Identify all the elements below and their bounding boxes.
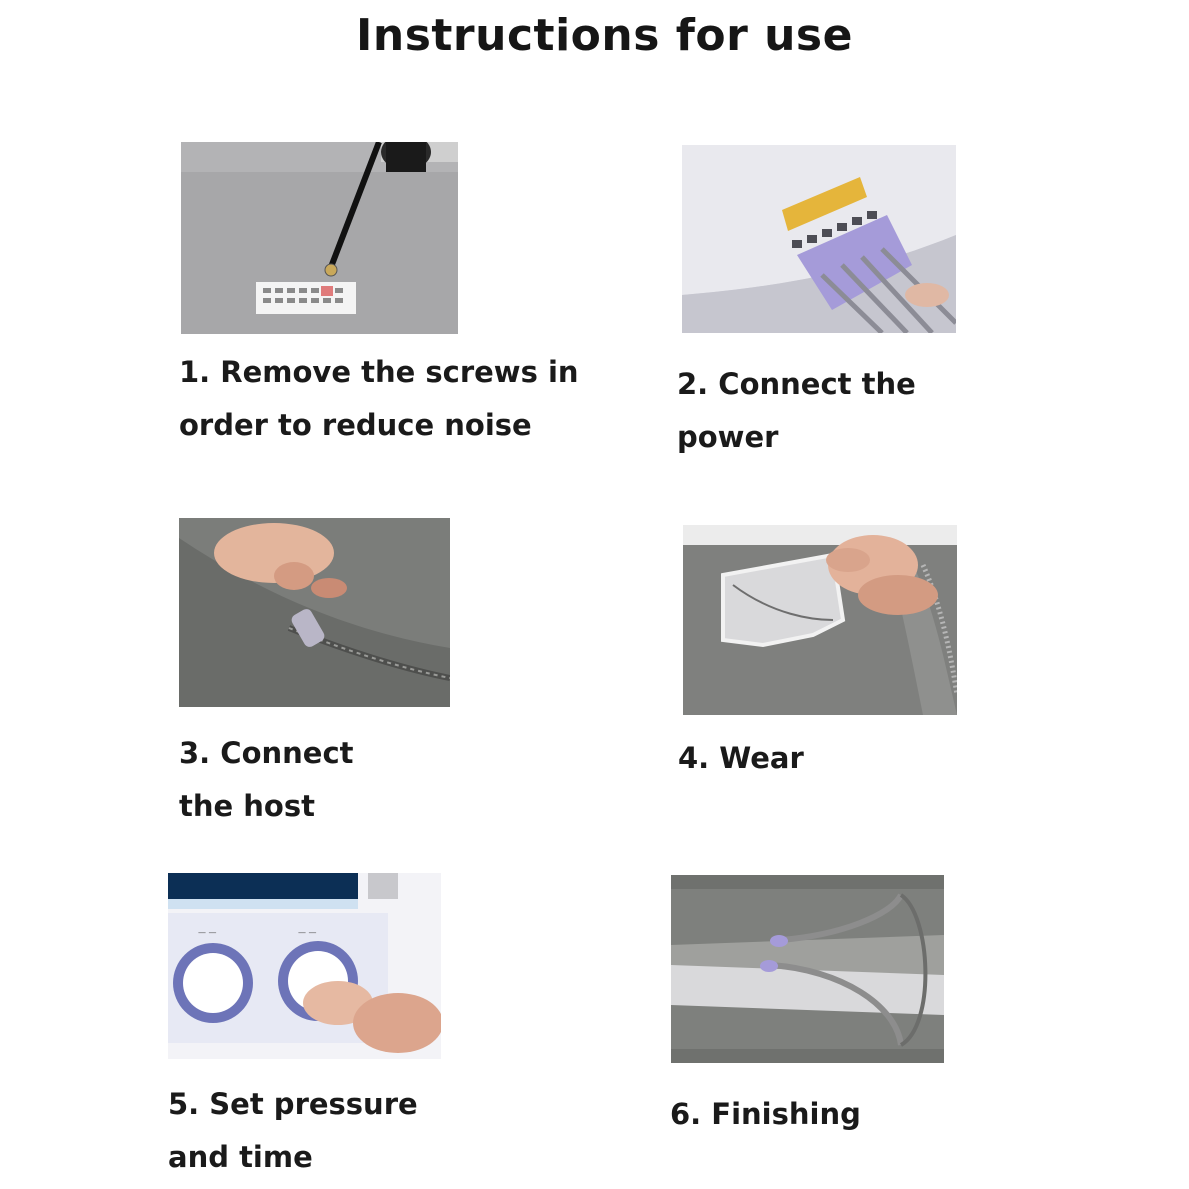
leg-sleeve-icon bbox=[671, 875, 944, 1063]
step-2-line-2: power bbox=[677, 420, 779, 454]
step-5-line-1: 5. Set pressure bbox=[168, 1087, 418, 1121]
page-title: Instructions for use bbox=[356, 10, 853, 61]
step-4-caption bbox=[678, 732, 804, 785]
step-5-line-2: and time bbox=[168, 1140, 313, 1174]
svg-text:— —: — — bbox=[298, 928, 317, 937]
step-2-line-1: 2. Connect the bbox=[677, 367, 916, 401]
step-3-photo bbox=[179, 518, 450, 707]
step-1-line-2: order to reduce noise bbox=[179, 408, 532, 442]
svg-text:— —: — — bbox=[198, 928, 217, 937]
power-connector-icon bbox=[682, 145, 956, 333]
zipper-icon bbox=[179, 518, 450, 707]
step-5-photo bbox=[168, 873, 441, 1059]
step-2-photo bbox=[682, 145, 956, 333]
step-1-line-1: 1. Remove the screws in bbox=[179, 355, 579, 389]
step-6-photo bbox=[671, 875, 944, 1063]
step-3-caption bbox=[179, 727, 354, 833]
step-6-caption bbox=[670, 1088, 861, 1141]
step-3-line-2: the host bbox=[179, 789, 315, 823]
step-6-line-1: 6. Finishing bbox=[670, 1097, 861, 1131]
step-4-photo bbox=[683, 525, 957, 715]
control-knob-icon bbox=[168, 873, 441, 1059]
step-1-photo bbox=[181, 142, 458, 334]
step-4-line-1: 4. Wear bbox=[678, 741, 804, 775]
screwdriver-icon bbox=[181, 142, 458, 334]
velcro-strap-icon bbox=[683, 525, 957, 715]
step-2-caption bbox=[677, 358, 916, 464]
step-5-caption bbox=[168, 1078, 418, 1184]
step-3-line-1: 3. Connect bbox=[179, 736, 354, 770]
step-1-caption bbox=[179, 346, 579, 452]
